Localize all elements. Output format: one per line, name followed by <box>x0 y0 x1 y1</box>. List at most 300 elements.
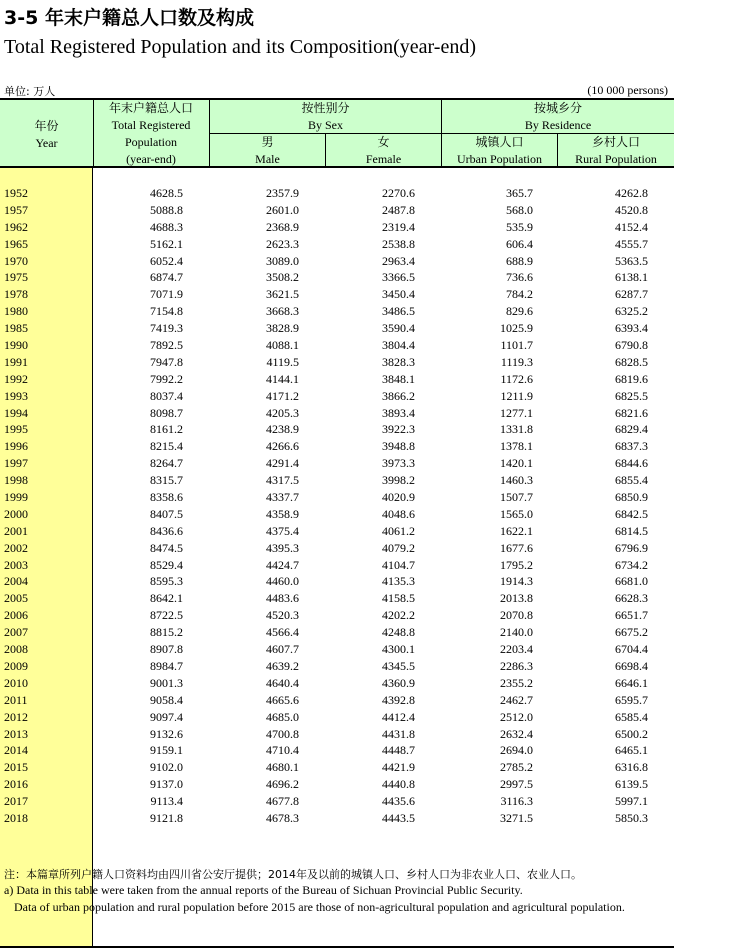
cell-year: 2000 <box>4 506 28 521</box>
cell-male: 3621.5 <box>266 287 299 302</box>
table-row <box>0 438 674 455</box>
table-row <box>0 810 674 827</box>
cell-year: 2006 <box>4 608 28 623</box>
cell-male: 4291.4 <box>266 456 299 471</box>
cell-rural: 6651.7 <box>615 608 648 623</box>
cell-rural: 6855.4 <box>615 473 648 488</box>
cell-urban: 1622.1 <box>500 523 533 538</box>
cell-rural: 6628.3 <box>615 591 648 606</box>
header-total <box>93 100 209 168</box>
cell-year: 1993 <box>4 388 28 403</box>
cell-female: 3590.4 <box>382 321 415 336</box>
cell-rural: 6325.2 <box>615 304 648 319</box>
cell-female: 4248.8 <box>382 625 415 640</box>
cell-year: 1978 <box>4 287 28 302</box>
cell-total: 8595.3 <box>150 574 183 589</box>
cell-rural: 6287.7 <box>615 287 648 302</box>
cell-year: 1995 <box>4 422 28 437</box>
cell-male: 4520.3 <box>266 608 299 623</box>
header-year <box>0 118 93 152</box>
table-row <box>0 759 674 776</box>
header-total-en3: (year-end) <box>126 152 176 166</box>
cell-total: 8315.7 <box>150 473 183 488</box>
cell-female: 3828.3 <box>382 354 415 369</box>
cell-rural: 6734.2 <box>615 557 648 572</box>
cell-female: 4435.6 <box>382 794 415 809</box>
cell-female: 2319.4 <box>382 219 415 234</box>
cell-male: 4460.0 <box>266 574 299 589</box>
header-year-en: Year <box>35 136 58 150</box>
cell-female: 2487.8 <box>382 202 415 217</box>
cell-total: 8815.2 <box>150 625 183 640</box>
table-row <box>0 185 674 202</box>
cell-rural: 6842.5 <box>615 506 648 521</box>
cell-urban: 3116.3 <box>500 794 533 809</box>
cell-rural: 5363.5 <box>615 253 648 268</box>
cell-male: 3089.0 <box>266 253 299 268</box>
cell-female: 4392.8 <box>382 692 415 707</box>
table-row <box>0 388 674 405</box>
cell-total: 8358.6 <box>150 490 183 505</box>
cell-male: 3668.3 <box>266 304 299 319</box>
cell-urban: 688.9 <box>506 253 533 268</box>
table-row <box>0 472 674 489</box>
cell-male: 4358.9 <box>266 506 299 521</box>
cell-total: 8407.5 <box>150 506 183 521</box>
cell-total: 8098.7 <box>150 405 183 420</box>
cell-male: 4205.3 <box>266 405 299 420</box>
cell-female: 4202.2 <box>382 608 415 623</box>
cell-total: 7992.2 <box>150 371 183 386</box>
table-row <box>0 236 674 253</box>
cell-urban: 2512.0 <box>500 709 533 724</box>
footnote-en-1: a) Data in this table were taken from the annual reports of the Bureau of Sichuan Provincial Public Security. <box>4 883 523 897</box>
cell-urban: 2462.7 <box>500 692 533 707</box>
cell-rural: 6814.5 <box>615 523 648 538</box>
cell-total: 7071.9 <box>150 287 183 302</box>
cell-urban: 1460.3 <box>500 473 533 488</box>
cell-male: 4424.7 <box>266 557 299 572</box>
table-row <box>0 607 674 624</box>
cell-male: 4266.6 <box>266 439 299 454</box>
table-row <box>0 320 674 337</box>
cell-rural: 5997.1 <box>615 794 648 809</box>
cell-rural: 6828.5 <box>615 354 648 369</box>
cell-urban: 1172.6 <box>500 371 533 386</box>
cell-female: 3450.4 <box>382 287 415 302</box>
cell-rural: 6646.1 <box>615 675 648 690</box>
cell-total: 8474.5 <box>150 540 183 555</box>
cell-male: 4680.1 <box>266 760 299 775</box>
cell-year: 1997 <box>4 456 28 471</box>
table-row <box>0 455 674 472</box>
header-total-en2: Population <box>124 135 177 149</box>
cell-year: 2013 <box>4 726 28 741</box>
cell-female: 4135.3 <box>382 574 415 589</box>
cell-rural: 4555.7 <box>615 236 648 251</box>
table-row <box>0 202 674 219</box>
cell-total: 8215.4 <box>150 439 183 454</box>
cell-rural: 6825.5 <box>615 388 648 403</box>
cell-rural: 6675.2 <box>615 625 648 640</box>
table-row <box>0 523 674 540</box>
cell-year: 2005 <box>4 591 28 606</box>
cell-year: 2012 <box>4 709 28 724</box>
unit-label-cn: 单位: 万人 <box>4 85 56 98</box>
table-row <box>0 776 674 793</box>
cell-female: 3973.3 <box>382 456 415 471</box>
cell-year: 2007 <box>4 625 28 640</box>
cell-female: 4412.4 <box>382 709 415 724</box>
cell-female: 3486.5 <box>382 304 415 319</box>
cell-female: 4448.7 <box>382 743 415 758</box>
cell-total: 9121.8 <box>150 810 183 825</box>
cell-urban: 1507.7 <box>500 490 533 505</box>
cell-male: 4700.8 <box>266 726 299 741</box>
cell-male: 4375.4 <box>266 523 299 538</box>
table-row <box>0 303 674 320</box>
cell-female: 3366.5 <box>382 270 415 285</box>
cell-male: 4665.6 <box>266 692 299 707</box>
cell-rural: 6844.6 <box>615 456 648 471</box>
cell-total: 8436.6 <box>150 523 183 538</box>
cell-year: 2002 <box>4 540 28 555</box>
cell-urban: 1119.3 <box>500 354 533 369</box>
cell-urban: 2070.8 <box>500 608 533 623</box>
cell-urban: 2785.2 <box>500 760 533 775</box>
cell-female: 4345.5 <box>382 658 415 673</box>
header-female <box>326 134 441 168</box>
cell-year: 1952 <box>4 186 28 200</box>
cell-year: 1991 <box>4 354 28 369</box>
cell-year: 1999 <box>4 490 28 505</box>
header-divider <box>557 134 558 168</box>
cell-total: 6052.4 <box>150 253 183 268</box>
cell-year: 1996 <box>4 439 28 454</box>
cell-year: 2008 <box>4 642 28 657</box>
table-row <box>0 793 674 810</box>
cell-female: 4079.2 <box>382 540 415 555</box>
header-rural-cn: 乡村人口 <box>591 135 640 149</box>
cell-urban: 2632.4 <box>500 726 533 741</box>
cell-year: 2015 <box>4 760 28 775</box>
cell-urban: 535.9 <box>506 219 533 234</box>
cell-male: 4395.3 <box>266 540 299 555</box>
header-sex-en: By Sex <box>307 118 343 132</box>
header-residence <box>442 100 674 134</box>
page-title-cn: 3-5 年末户籍总人口数及构成 <box>4 7 254 29</box>
cell-urban: 1101.7 <box>500 338 533 353</box>
table-row <box>0 405 674 422</box>
header-female-en: Female <box>365 152 402 166</box>
table-row <box>0 709 674 726</box>
cell-urban: 736.6 <box>506 270 533 285</box>
table-row <box>0 641 674 658</box>
cell-total: 8529.4 <box>150 557 183 572</box>
cell-male: 2601.0 <box>266 202 299 217</box>
cell-rural: 6393.4 <box>615 321 648 336</box>
cell-urban: 2355.2 <box>500 675 533 690</box>
cell-total: 8161.2 <box>150 422 183 437</box>
cell-female: 4048.6 <box>382 506 415 521</box>
page-title-en: Total Registered Population and its Composition(year-end) <box>4 36 477 58</box>
cell-female: 4300.1 <box>382 642 415 657</box>
cell-female: 3866.2 <box>382 388 415 403</box>
table-row <box>0 371 674 388</box>
cell-male: 4144.1 <box>266 371 299 386</box>
header-total-cn: 年末户籍总人口 <box>108 101 193 115</box>
header-male-en: Male <box>255 152 280 166</box>
cell-male: 4119.5 <box>266 354 299 369</box>
table-body <box>0 185 674 827</box>
cell-year: 2004 <box>4 574 28 589</box>
cell-rural: 6138.1 <box>615 270 648 285</box>
cell-urban: 2013.8 <box>500 591 533 606</box>
table-header <box>0 98 674 168</box>
header-divider <box>93 100 94 168</box>
cell-female: 4440.8 <box>382 777 415 792</box>
cell-rural: 6850.9 <box>615 490 648 505</box>
cell-total: 8984.7 <box>150 658 183 673</box>
cell-year: 2014 <box>4 743 28 758</box>
cell-total: 8264.7 <box>150 456 183 471</box>
cell-male: 2368.9 <box>266 219 299 234</box>
cell-rural: 6698.4 <box>615 658 648 673</box>
cell-year: 1970 <box>4 253 28 268</box>
cell-year: 1962 <box>4 219 28 234</box>
cell-male: 4088.1 <box>266 338 299 353</box>
cell-urban: 1211.9 <box>500 388 533 403</box>
cell-rural: 4152.4 <box>615 219 648 234</box>
table-row <box>0 540 674 557</box>
cell-female: 4104.7 <box>382 557 415 572</box>
table-row <box>0 692 674 709</box>
header-divider <box>441 100 442 168</box>
cell-rural: 6465.1 <box>615 743 648 758</box>
cell-female: 3998.2 <box>382 473 415 488</box>
cell-total: 4628.5 <box>150 186 183 200</box>
table-row <box>0 354 674 371</box>
table-row <box>0 726 674 743</box>
cell-total: 8722.5 <box>150 608 183 623</box>
cell-rural: 6819.6 <box>615 371 648 386</box>
cell-male: 4685.0 <box>266 709 299 724</box>
cell-female: 4421.9 <box>382 760 415 775</box>
cell-total: 9097.4 <box>150 709 183 724</box>
cell-urban: 1677.6 <box>500 540 533 555</box>
cell-male: 4238.9 <box>266 422 299 437</box>
cell-rural: 6796.9 <box>615 540 648 555</box>
cell-male: 2623.3 <box>266 236 299 251</box>
cell-urban: 606.4 <box>506 236 533 251</box>
cell-urban: 1795.2 <box>500 557 533 572</box>
cell-year: 1994 <box>4 405 28 420</box>
cell-year: 1965 <box>4 236 28 251</box>
cell-female: 4360.9 <box>382 675 415 690</box>
cell-urban: 365.7 <box>506 186 533 200</box>
header-rural <box>558 134 674 168</box>
cell-male: 2357.9 <box>266 186 299 200</box>
cell-female: 2963.4 <box>382 253 415 268</box>
cell-year: 1975 <box>4 270 28 285</box>
cell-rural: 6790.8 <box>615 338 648 353</box>
table-row <box>0 742 674 759</box>
table-row <box>0 590 674 607</box>
header-residence-cn: 按城乡分 <box>533 101 582 115</box>
cell-urban: 1331.8 <box>500 422 533 437</box>
cell-total: 7154.8 <box>150 304 183 319</box>
table-row <box>0 573 674 590</box>
cell-urban: 3271.5 <box>500 810 533 825</box>
cell-rural: 4520.8 <box>615 202 648 217</box>
cell-male: 4607.7 <box>266 642 299 657</box>
header-urban-en: Urban Population <box>457 152 542 166</box>
header-divider <box>209 100 210 168</box>
header-residence-en: By Residence <box>524 118 592 132</box>
cell-female: 3948.8 <box>382 439 415 454</box>
cell-rural: 6821.6 <box>615 405 648 420</box>
cell-total: 8907.8 <box>150 642 183 657</box>
cell-total: 9058.4 <box>150 692 183 707</box>
header-female-cn: 女 <box>377 135 390 149</box>
cell-urban: 1025.9 <box>500 321 533 336</box>
header-subrule <box>210 133 674 134</box>
cell-urban: 784.2 <box>506 287 533 302</box>
cell-year: 2017 <box>4 794 28 809</box>
cell-urban: 1565.0 <box>500 506 533 521</box>
cell-total: 9159.1 <box>150 743 183 758</box>
cell-male: 4317.5 <box>266 473 299 488</box>
cell-female: 3893.4 <box>382 405 415 420</box>
cell-rural: 6837.3 <box>615 439 648 454</box>
cell-year: 1957 <box>4 202 28 217</box>
table-row <box>0 506 674 523</box>
cell-year: 2011 <box>4 692 28 707</box>
cell-female: 3848.1 <box>382 371 415 386</box>
cell-male: 4639.2 <box>266 658 299 673</box>
unit-label-en: (10 000 persons) <box>587 83 668 97</box>
table-row <box>0 253 674 270</box>
footnote-en-2: Data of urban population and rural population before 2015 are those of non-agricultural population and agricultural population. <box>14 900 625 914</box>
cell-female: 3922.3 <box>382 422 415 437</box>
table-row <box>0 337 674 354</box>
cell-male: 4678.3 <box>266 810 299 825</box>
footnote-cn: 注：本篇章所列户籍人口资料均由四川省公安厅提供；2014年及以前的城镇人口、乡村人口为非农业人口、农业人口。 <box>4 868 582 881</box>
cell-total: 5162.1 <box>150 236 183 251</box>
cell-year: 2009 <box>4 658 28 673</box>
cell-urban: 2286.3 <box>500 658 533 673</box>
cell-female: 4158.5 <box>382 591 415 606</box>
table-row <box>0 269 674 286</box>
table-row <box>0 489 674 506</box>
header-male <box>210 134 325 168</box>
header-sex-cn: 按性别分 <box>301 101 350 115</box>
cell-year: 2010 <box>4 675 28 690</box>
cell-male: 4337.7 <box>266 490 299 505</box>
cell-male: 4677.8 <box>266 794 299 809</box>
cell-female: 2270.6 <box>382 186 415 200</box>
cell-male: 3828.9 <box>266 321 299 336</box>
cell-female: 4020.9 <box>382 490 415 505</box>
cell-total: 9102.0 <box>150 760 183 775</box>
cell-total: 8037.4 <box>150 388 183 403</box>
table-row <box>0 286 674 303</box>
cell-rural: 4262.8 <box>615 186 648 200</box>
cell-total: 6874.7 <box>150 270 183 285</box>
cell-total: 9113.4 <box>150 794 183 809</box>
cell-male: 4171.2 <box>266 388 299 403</box>
cell-total: 8642.1 <box>150 591 183 606</box>
table-row <box>0 219 674 236</box>
cell-rural: 6316.8 <box>615 760 648 775</box>
cell-female: 3804.4 <box>382 338 415 353</box>
cell-urban: 2203.4 <box>500 642 533 657</box>
cell-rural: 6500.2 <box>615 726 648 741</box>
cell-urban: 1378.1 <box>500 439 533 454</box>
cell-male: 4710.4 <box>266 743 299 758</box>
cell-urban: 829.6 <box>506 304 533 319</box>
cell-urban: 2694.0 <box>500 743 533 758</box>
cell-total: 7892.5 <box>150 338 183 353</box>
cell-female: 4061.2 <box>382 523 415 538</box>
table-row <box>0 658 674 675</box>
cell-male: 4696.2 <box>266 777 299 792</box>
cell-urban: 1420.1 <box>500 456 533 471</box>
header-year-cn: 年份 <box>34 119 59 133</box>
header-urban-cn: 城镇人口 <box>475 135 524 149</box>
header-total-en1: Total Registered <box>111 118 191 132</box>
cell-male: 3508.2 <box>266 270 299 285</box>
table-row <box>0 421 674 438</box>
header-urban <box>442 134 557 168</box>
cell-year: 1985 <box>4 321 28 336</box>
cell-total: 7419.3 <box>150 321 183 336</box>
cell-year: 1980 <box>4 304 28 319</box>
cell-female: 2538.8 <box>382 236 415 251</box>
cell-year: 2001 <box>4 523 28 538</box>
cell-rural: 6139.5 <box>615 777 648 792</box>
cell-rural: 6585.4 <box>615 709 648 724</box>
header-rural-en: Rural Population <box>575 152 657 166</box>
cell-urban: 1277.1 <box>500 405 533 420</box>
table-row <box>0 675 674 692</box>
cell-rural: 6704.4 <box>615 642 648 657</box>
table-row <box>0 624 674 641</box>
cell-urban: 2140.0 <box>500 625 533 640</box>
cell-urban: 2997.5 <box>500 777 533 792</box>
cell-male: 4483.6 <box>266 591 299 606</box>
cell-year: 2003 <box>4 557 28 572</box>
cell-rural: 5850.3 <box>615 810 648 825</box>
header-divider <box>325 134 326 168</box>
cell-total: 7947.8 <box>150 354 183 369</box>
cell-year: 1990 <box>4 338 28 353</box>
cell-urban: 1914.3 <box>500 574 533 589</box>
cell-total: 9137.0 <box>150 777 183 792</box>
cell-year: 2018 <box>4 810 28 825</box>
cell-rural: 6681.0 <box>615 574 648 589</box>
cell-male: 4566.4 <box>266 625 299 640</box>
cell-year: 1998 <box>4 473 28 488</box>
cell-year: 1992 <box>4 371 28 386</box>
cell-urban: 568.0 <box>506 202 533 217</box>
cell-female: 4431.8 <box>382 726 415 741</box>
header-male-cn: 男 <box>261 135 274 149</box>
cell-male: 4640.4 <box>266 675 299 690</box>
cell-rural: 6595.7 <box>615 692 648 707</box>
table-row <box>0 557 674 574</box>
cell-total: 9132.6 <box>150 726 183 741</box>
